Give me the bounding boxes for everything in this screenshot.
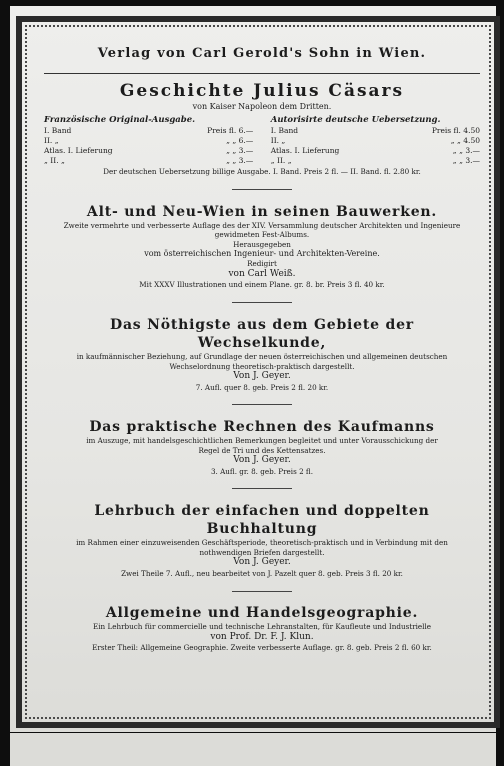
section-text: Wechselordnung theoretisch-praktisch dargestellt. <box>169 361 355 371</box>
section-footer: 3. Aufl. gr. 8. geb. Preis 2 fl. <box>210 466 314 476</box>
section-author: von Carl Weiß. <box>228 268 296 279</box>
section-footer: 7. Aufl. quer 8. geb. Preis 2 fl. 20 kr. <box>195 382 329 392</box>
paper-bottom-edge <box>10 733 496 766</box>
section-footer: Erster Theil: Allgemeine Geographie. Zweite verbesserte Auflage. gr. 8. geb. Preis 2 fl. 60 kr. <box>92 643 432 653</box>
section-separator <box>44 177 480 203</box>
item-price: Preis fl. 4.50 <box>431 126 480 136</box>
translated-edition <box>271 115 480 165</box>
section-title: Alt- und Neu-Wien in seinen Bauwerken. <box>86 203 438 220</box>
section-footer: Zwei Theile 7. Aufl., neu bearbeitet von J. Pazelt quer 8. geb. Preis 3 fl. 20 kr. <box>121 568 403 578</box>
item-label: „ II. „ <box>270 155 292 165</box>
section-author: Von J. Geyer. <box>233 454 291 465</box>
section-text: im Auszuge, mit handelsgeschichtlichen Bemerkungen begleitet und unter Vorausschickung der <box>86 436 438 446</box>
item-price: „ „ 4.50 <box>450 136 480 146</box>
section-author: Von J. Geyer. <box>233 370 291 381</box>
section-separator <box>44 476 480 502</box>
item-label: Atlas. I. Lieferung <box>270 145 340 155</box>
section-text: gewidmeten Fest-Albums. <box>214 230 310 240</box>
section-title: Das Nöthigste aus dem Gebiete der Wechselkunde, <box>110 316 414 352</box>
column-heading: Autorisirte deutsche Uebersetzung. <box>270 115 441 126</box>
section-text: in kaufmännischer Beziehung, auf Grundlage der neuen österreichischen und allgemeinen deutschen <box>76 352 448 362</box>
item-label: I. Band <box>44 126 72 136</box>
section-author: von Prof. Dr. F. J. Klun. <box>210 631 314 642</box>
section-author: Von J. Geyer. <box>233 557 291 568</box>
section-footer: Mit XXXV Illustrationen und einem Plane. gr. 8. br. Preis 3 fl. 40 kr. <box>139 280 385 290</box>
section-text: nothwendigen Briefen dargestellt. <box>199 547 325 557</box>
divider <box>44 73 480 74</box>
section-subtitle: von Kaiser Napoleon dem Dritten. <box>192 101 332 111</box>
item-price: „ „ 3.— <box>452 155 480 165</box>
section-title: Geschichte Julius Cäsars <box>119 80 405 101</box>
section-text: Zweite vermehrte und verbesserte Auflage des der XIV. Versammlung deutscher Architekten und Ingenieure <box>63 220 461 230</box>
section-buchhaltung <box>44 502 480 578</box>
section-caesar <box>44 80 480 177</box>
page-content <box>44 46 480 653</box>
item-label: Atlas. I. Lieferung <box>44 145 113 155</box>
item-price: „ „ 3.— <box>226 145 254 155</box>
section-text: Redigirt <box>247 259 277 269</box>
section-text: Herausgegeben <box>233 239 291 249</box>
section-text: Ein Lehrbuch für commercielle und technische Lehranstalten, für Kaufleute und Industrielle <box>92 622 432 632</box>
item-price: Preis fl. 6.— <box>207 126 254 136</box>
section-text: Regel de Tri und des Kettensatzes. <box>198 445 326 455</box>
section-alt-neu-wien <box>44 203 480 290</box>
column-heading: Französische Original-Ausgabe. <box>44 115 196 126</box>
publisher-heading: Verlag von Carl Gerold's Sohn in Wien. <box>97 46 427 61</box>
advertisement-page <box>10 6 496 732</box>
original-edition <box>44 115 253 165</box>
item-price: „ „ 3.— <box>226 155 254 165</box>
section-title: Lehrbuch der einfachen und doppelten Buchhaltung <box>94 502 430 538</box>
section-title: Das praktische Rechnen des Kaufmanns <box>89 418 435 435</box>
section-title: Allgemeine und Handelsgeographie. <box>105 605 419 622</box>
section-separator <box>44 578 480 604</box>
section-separator <box>44 392 480 418</box>
section-geographie <box>44 604 480 653</box>
section-wechselkunde <box>44 316 480 392</box>
item-label: I. Band <box>270 126 299 136</box>
section-separator <box>44 290 480 316</box>
item-price: „ „ 6.— <box>226 136 254 146</box>
item-label: „ II. „ <box>44 155 65 165</box>
section-text: im Rahmen einer einzuweisenden Geschäftsperiode, theoretisch-praktisch und in Verbindung mit den <box>76 538 448 548</box>
item-label: II. „ <box>270 136 286 146</box>
item-label: II. „ <box>44 136 59 146</box>
item-price: „ „ 3.— <box>452 145 480 155</box>
section-rechnen <box>44 418 480 476</box>
section-footer: Der deutschen Uebersetzung billige Ausgabe. I. Band. Preis 2 fl. — II. Band. fl. 2.80 kr. <box>103 167 421 177</box>
section-text: vom österreichischen Ingenieur- und Architekten-Vereine. <box>144 249 380 259</box>
